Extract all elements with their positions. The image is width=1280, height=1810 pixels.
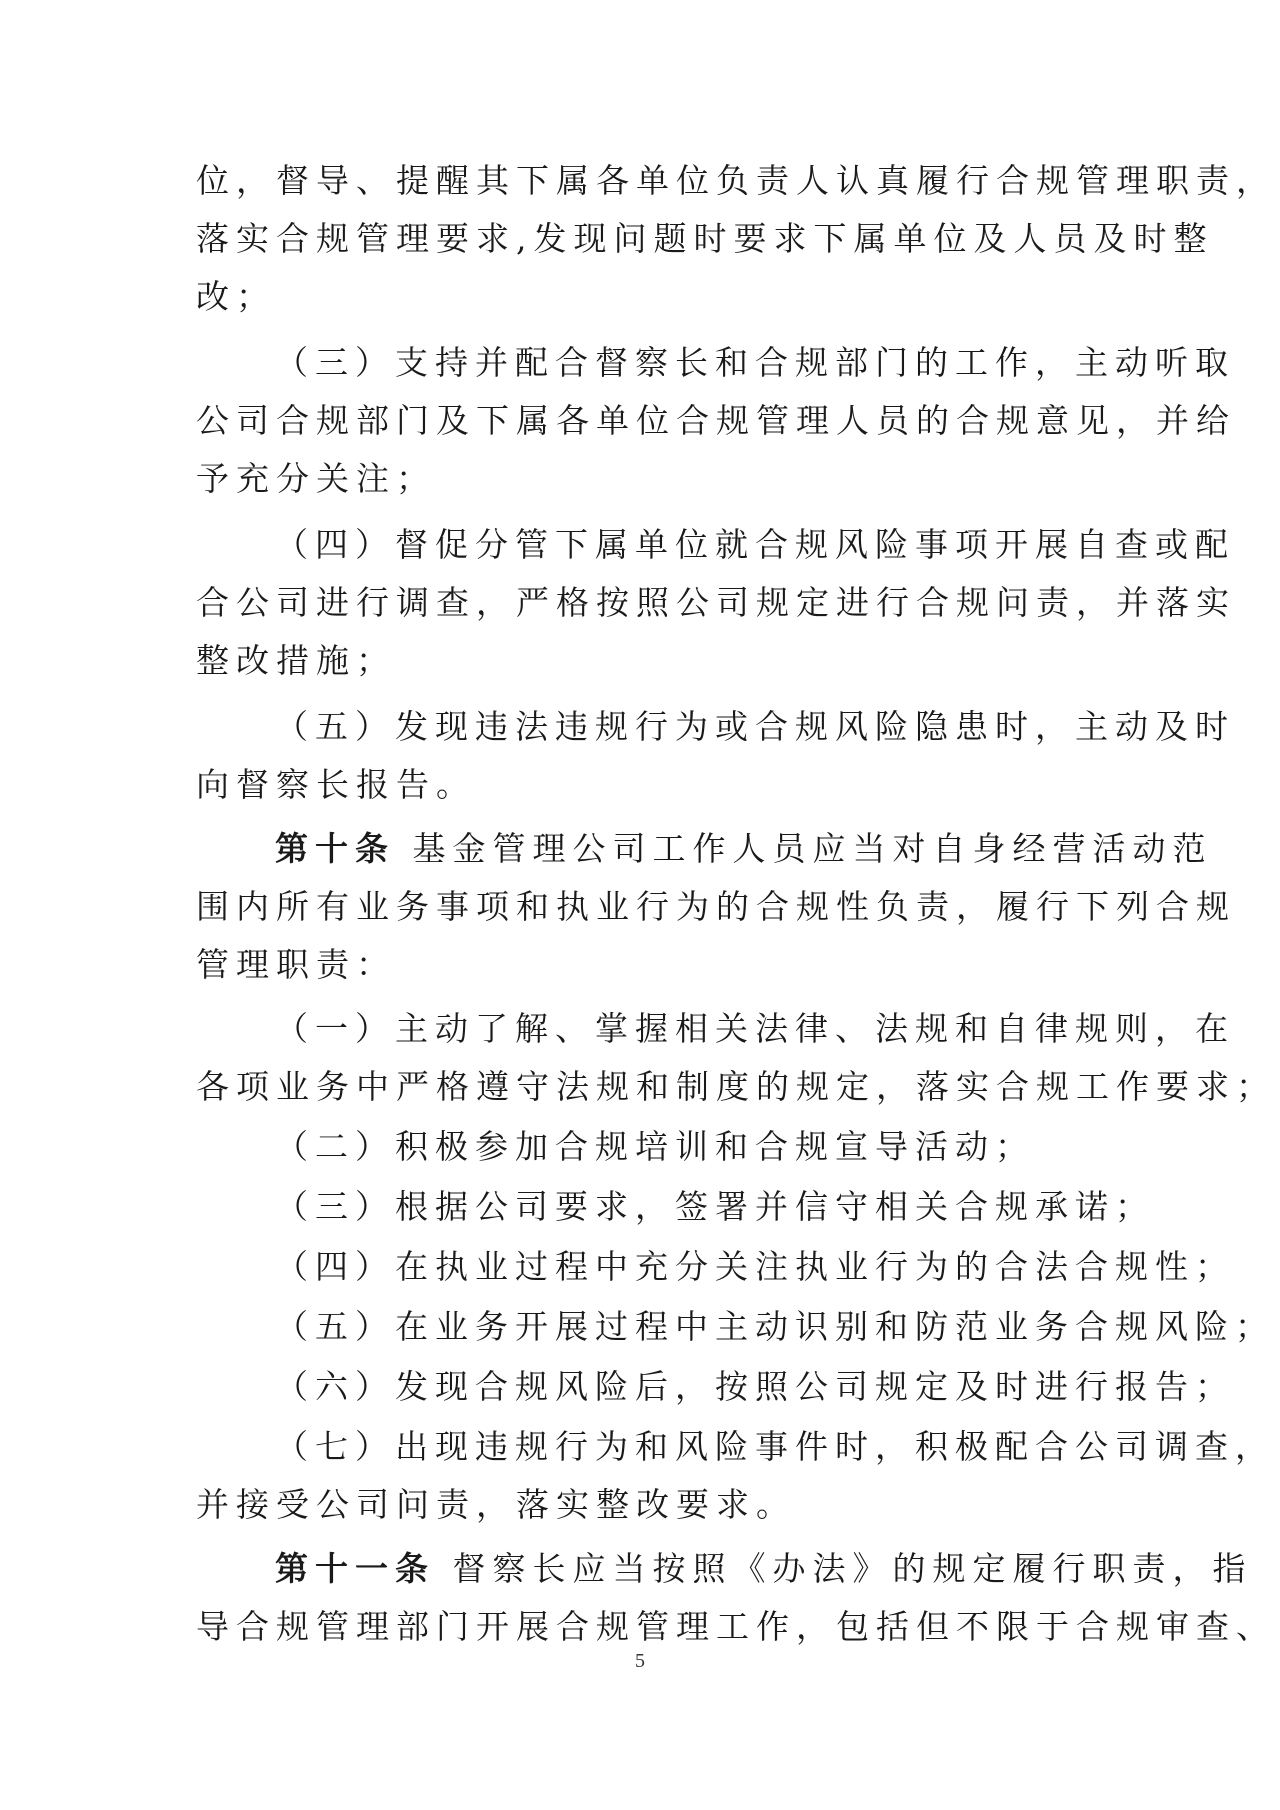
page-number: 5 [635,1650,645,1672]
article-10-first-line [275,820,1213,878]
list-item-5: （五）发现违法违规行为或合规风险隐患时，主动及时 [275,707,1235,746]
article-10-item-1: （一）主动了解、掌握相关法律、法规和自律规则，在 [275,1009,1235,1048]
article-10-text: 基金管理公司工作人员应当对自身经营活动范 [412,829,1213,868]
paragraph-line: 导合规管理部门开展合规管理工作，包括但不限于合规审查、 [196,1607,1276,1646]
article-10-item-3: （三）根据公司要求，签署并信守相关合规承诺； [275,1187,1155,1226]
article-10-item-2: （二）积极参加合规培训和合规宣导活动； [275,1127,1035,1166]
article-10-heading: 第十条 [275,829,395,868]
paragraph-line: 落实合规管理要求,发现问题时要求下属单位及人员及时整 [196,219,1214,258]
paragraph-line: 公司合规部门及下属各单位合规管理人员的合规意见，并给 [196,401,1236,440]
article-10-item-7: （七）出现违规行为和风险事件时，积极配合公司调查， [275,1427,1275,1466]
paragraph-line: 并接受公司问责，落实整改要求。 [196,1485,796,1524]
paragraph-line: 向督察长报告。 [196,765,476,804]
article-11-first-line [275,1540,1253,1598]
paragraph-line: 予充分关注； [196,459,436,498]
paragraph-line: 合公司进行调查，严格按照公司规定进行合规问责，并落实 [196,583,1236,622]
list-item-4: （四）督促分管下属单位就合规风险事项开展自查或配 [275,525,1235,564]
paragraph-line: 管理职责： [196,945,396,984]
paragraph-line: 位，督导、提醒其下属各单位负责人认真履行合规管理职责， [196,161,1276,200]
paragraph-line: 改； [196,277,276,316]
article-11-heading: 第十一条 [275,1549,435,1588]
article-11-text: 督察长应当按照《办法》的规定履行职责，指 [452,1549,1253,1588]
paragraph-line: 围内所有业务事项和执业行为的合规性负责，履行下列合规 [196,887,1236,926]
article-10-item-5: （五）在业务开展过程中主动识别和防范业务合规风险； [275,1307,1275,1346]
paragraph-line: 各项业务中严格遵守法规和制度的规定，落实合规工作要求； [196,1067,1276,1106]
article-10-item-4: （四）在执业过程中充分关注执业行为的合法合规性； [275,1247,1235,1286]
list-item-3: （三）支持并配合督察长和合规部门的工作，主动听取 [275,343,1235,382]
article-10-item-6: （六）发现合规风险后，按照公司规定及时进行报告； [275,1367,1235,1406]
paragraph-line: 整改措施； [196,641,396,680]
